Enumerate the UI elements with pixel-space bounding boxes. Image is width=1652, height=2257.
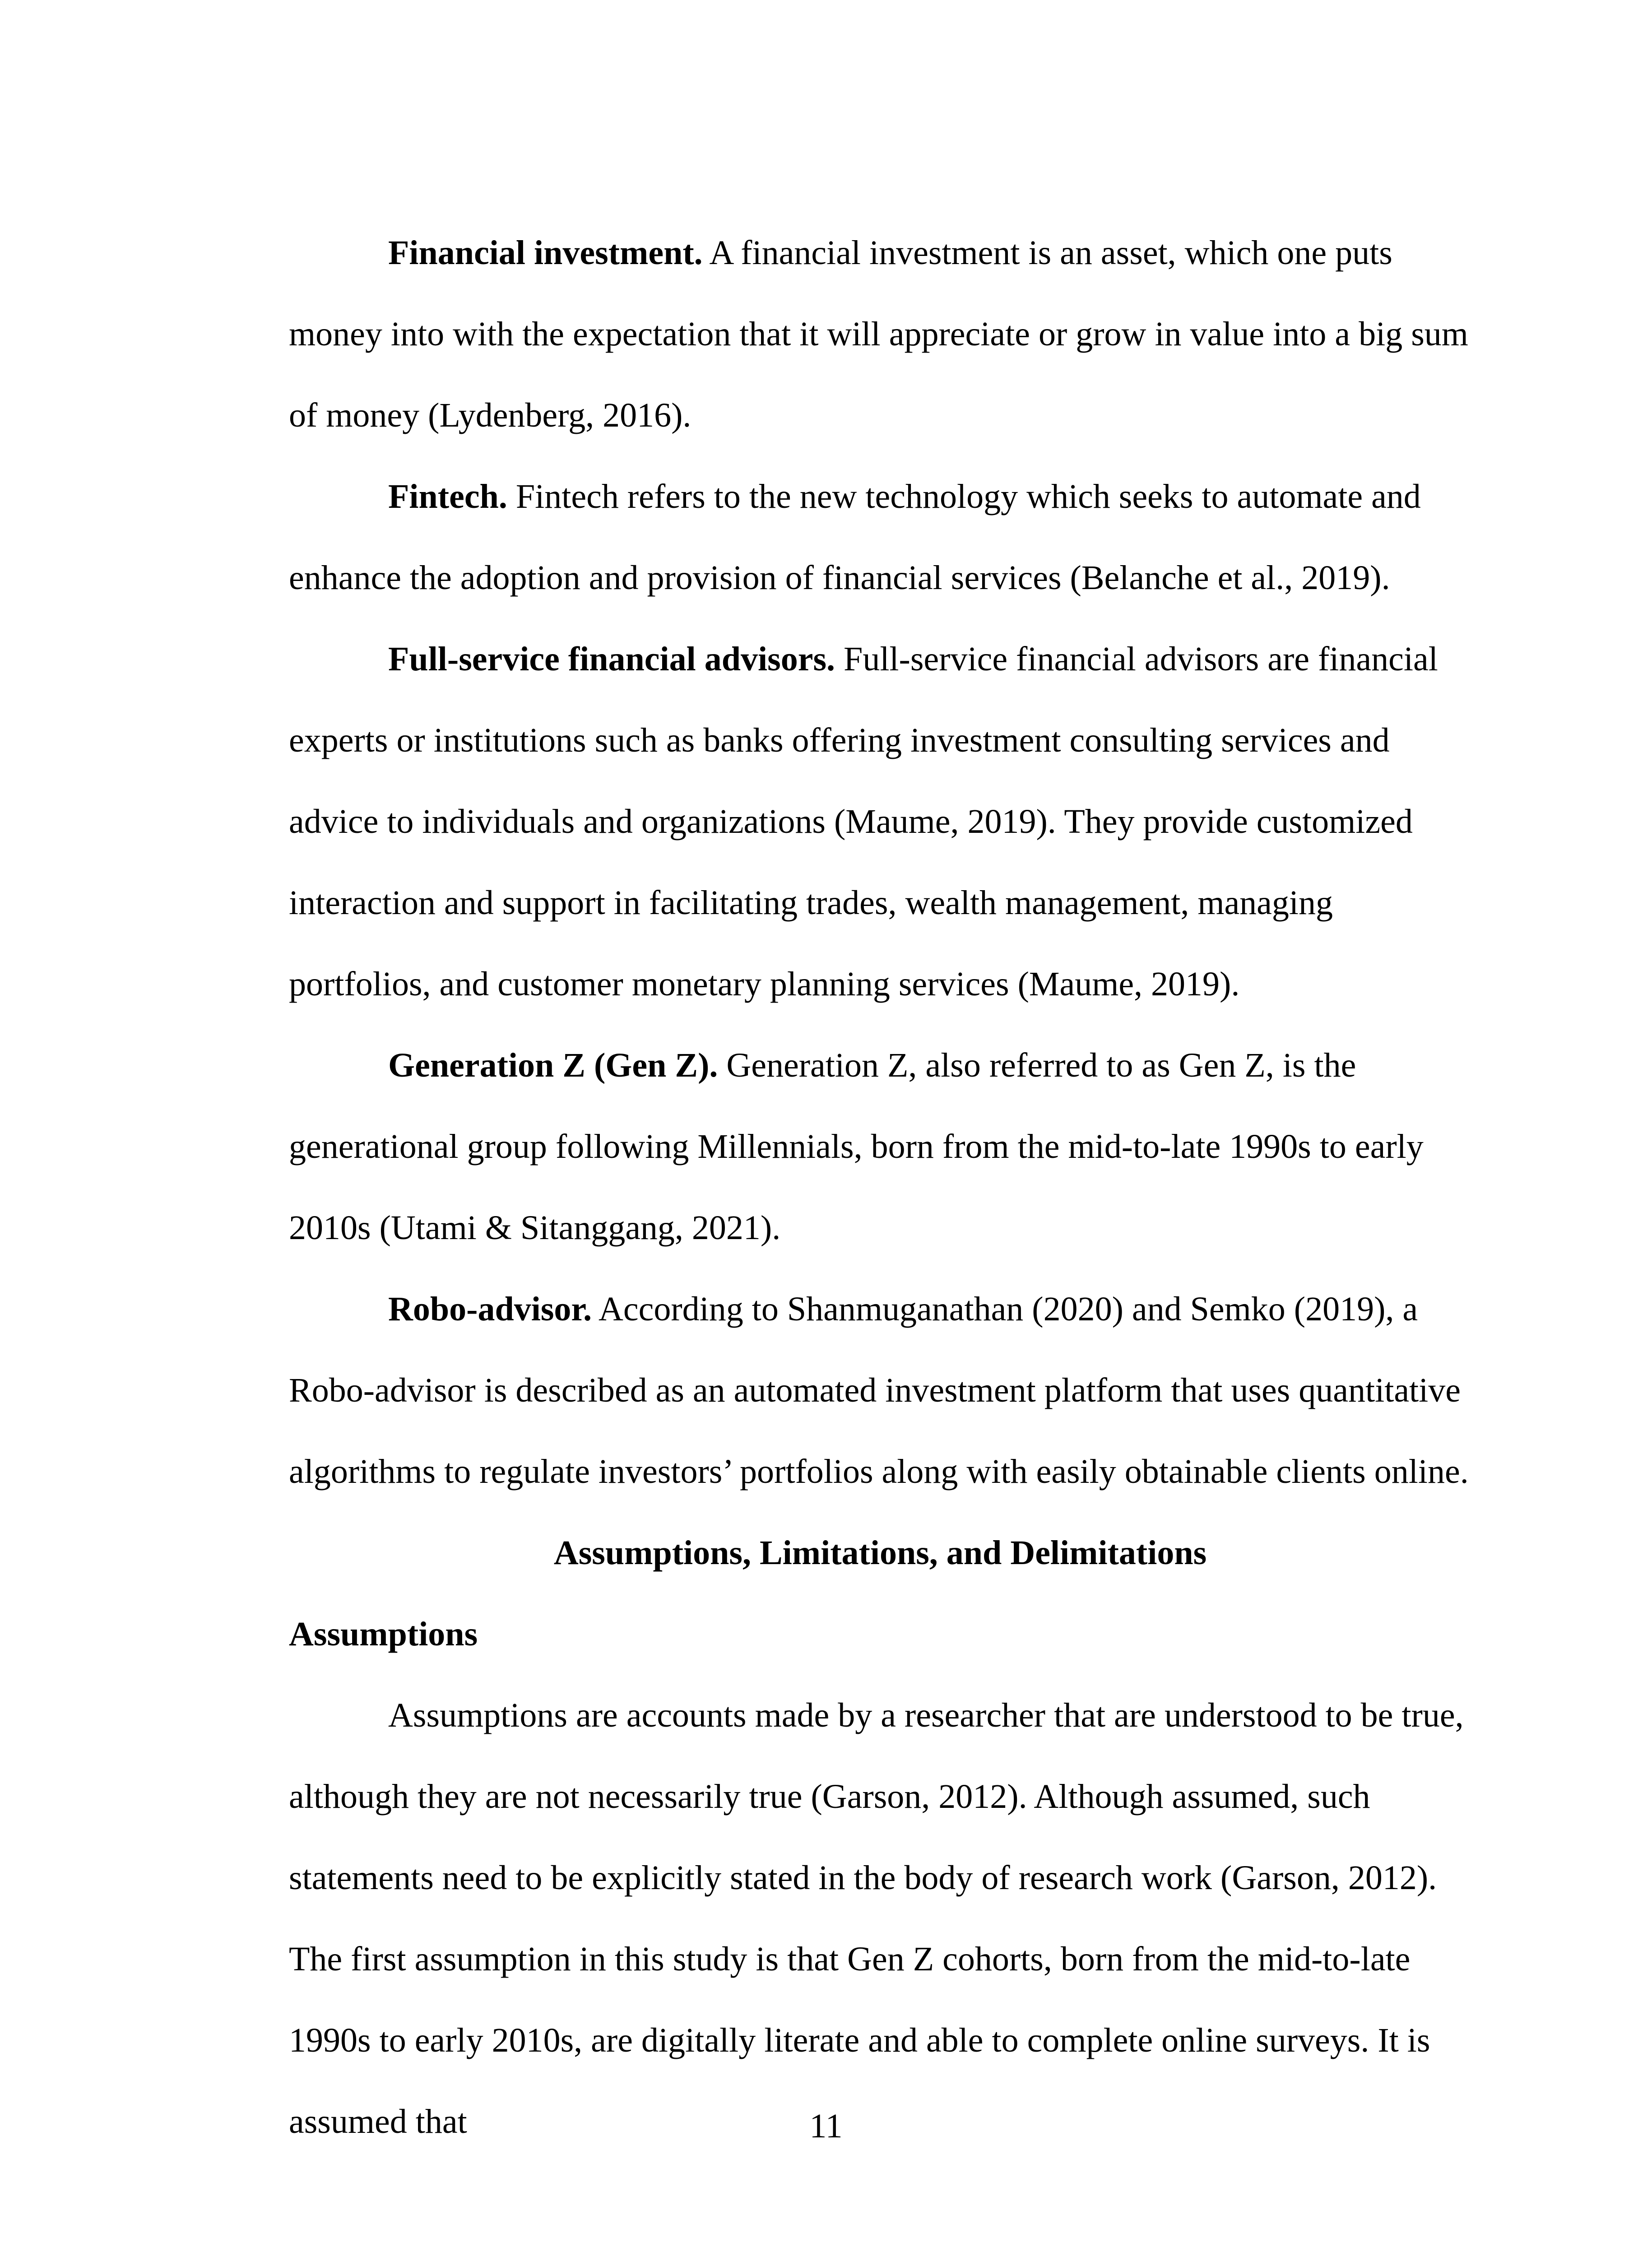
definition-text: A financial investment is an asset, which one puts money into with the expectation that it will appreciate or grow in value into a big sum of money (Lydenberg, 2016). — [289, 234, 1468, 434]
page-number: 11 — [809, 2107, 843, 2145]
definition-term: Fintech. — [388, 478, 507, 515]
definition-full-service-advisors — [289, 618, 1471, 1025]
definition-generation-z — [289, 1025, 1471, 1268]
definition-term: Generation Z (Gen Z). — [388, 1046, 718, 1084]
section-heading: Assumptions, Limitations, and Delimitations — [553, 1534, 1207, 1572]
definition-term: Robo-advisor. — [388, 1290, 592, 1328]
definition-fintech — [289, 456, 1471, 618]
definition-text: According to Shanmuganathan (2020) and Semko (2019), a Robo-advisor is described as an automated investment platform that uses quantitative algorithms to regulate investors’ portfolios along with easily obtainable clients online. — [289, 1290, 1469, 1491]
assumptions-paragraph: Assumptions are accounts made by a researcher that are understood to be true, although they are not necessarily true (Garson, 2012). Although assumed, such statements need to be explicitly stated in the body of research work (Garson, 2012). The first assumption in this study is that Gen Z cohorts, born from the mid-to-late 1990s to early 2010s, are digitally literate and able to complete online surveys. It is assumed that — [289, 1696, 1464, 2141]
definition-robo-advisor — [289, 1268, 1471, 1512]
definition-text: Fintech refers to the new technology which seeks to automate and enhance the adoption and provision of financial services (Belanche et al., 2019). — [289, 478, 1421, 597]
definition-term: Full-service financial advisors. — [388, 640, 835, 678]
definition-text: Full-service financial advisors are financial experts or institutions such as banks offering investment consulting services and advice to individuals and organizations (Maume, 2019). They provide customized interaction and support in facilitating trades, wealth management, managing portfolios, and customer monetary planning services (Maume, 2019). — [289, 640, 1438, 1003]
subsection-heading: Assumptions — [289, 1615, 478, 1653]
definition-financial-investment — [289, 212, 1471, 456]
definition-term: Financial investment. — [388, 234, 703, 272]
page-body — [289, 212, 1471, 2162]
definition-text: Generation Z, also referred to as Gen Z, is the generational group following Millennials, born from the mid-to-late 1990s to early 2010s (Utami & Sitanggang, 2021). — [289, 1046, 1424, 1247]
